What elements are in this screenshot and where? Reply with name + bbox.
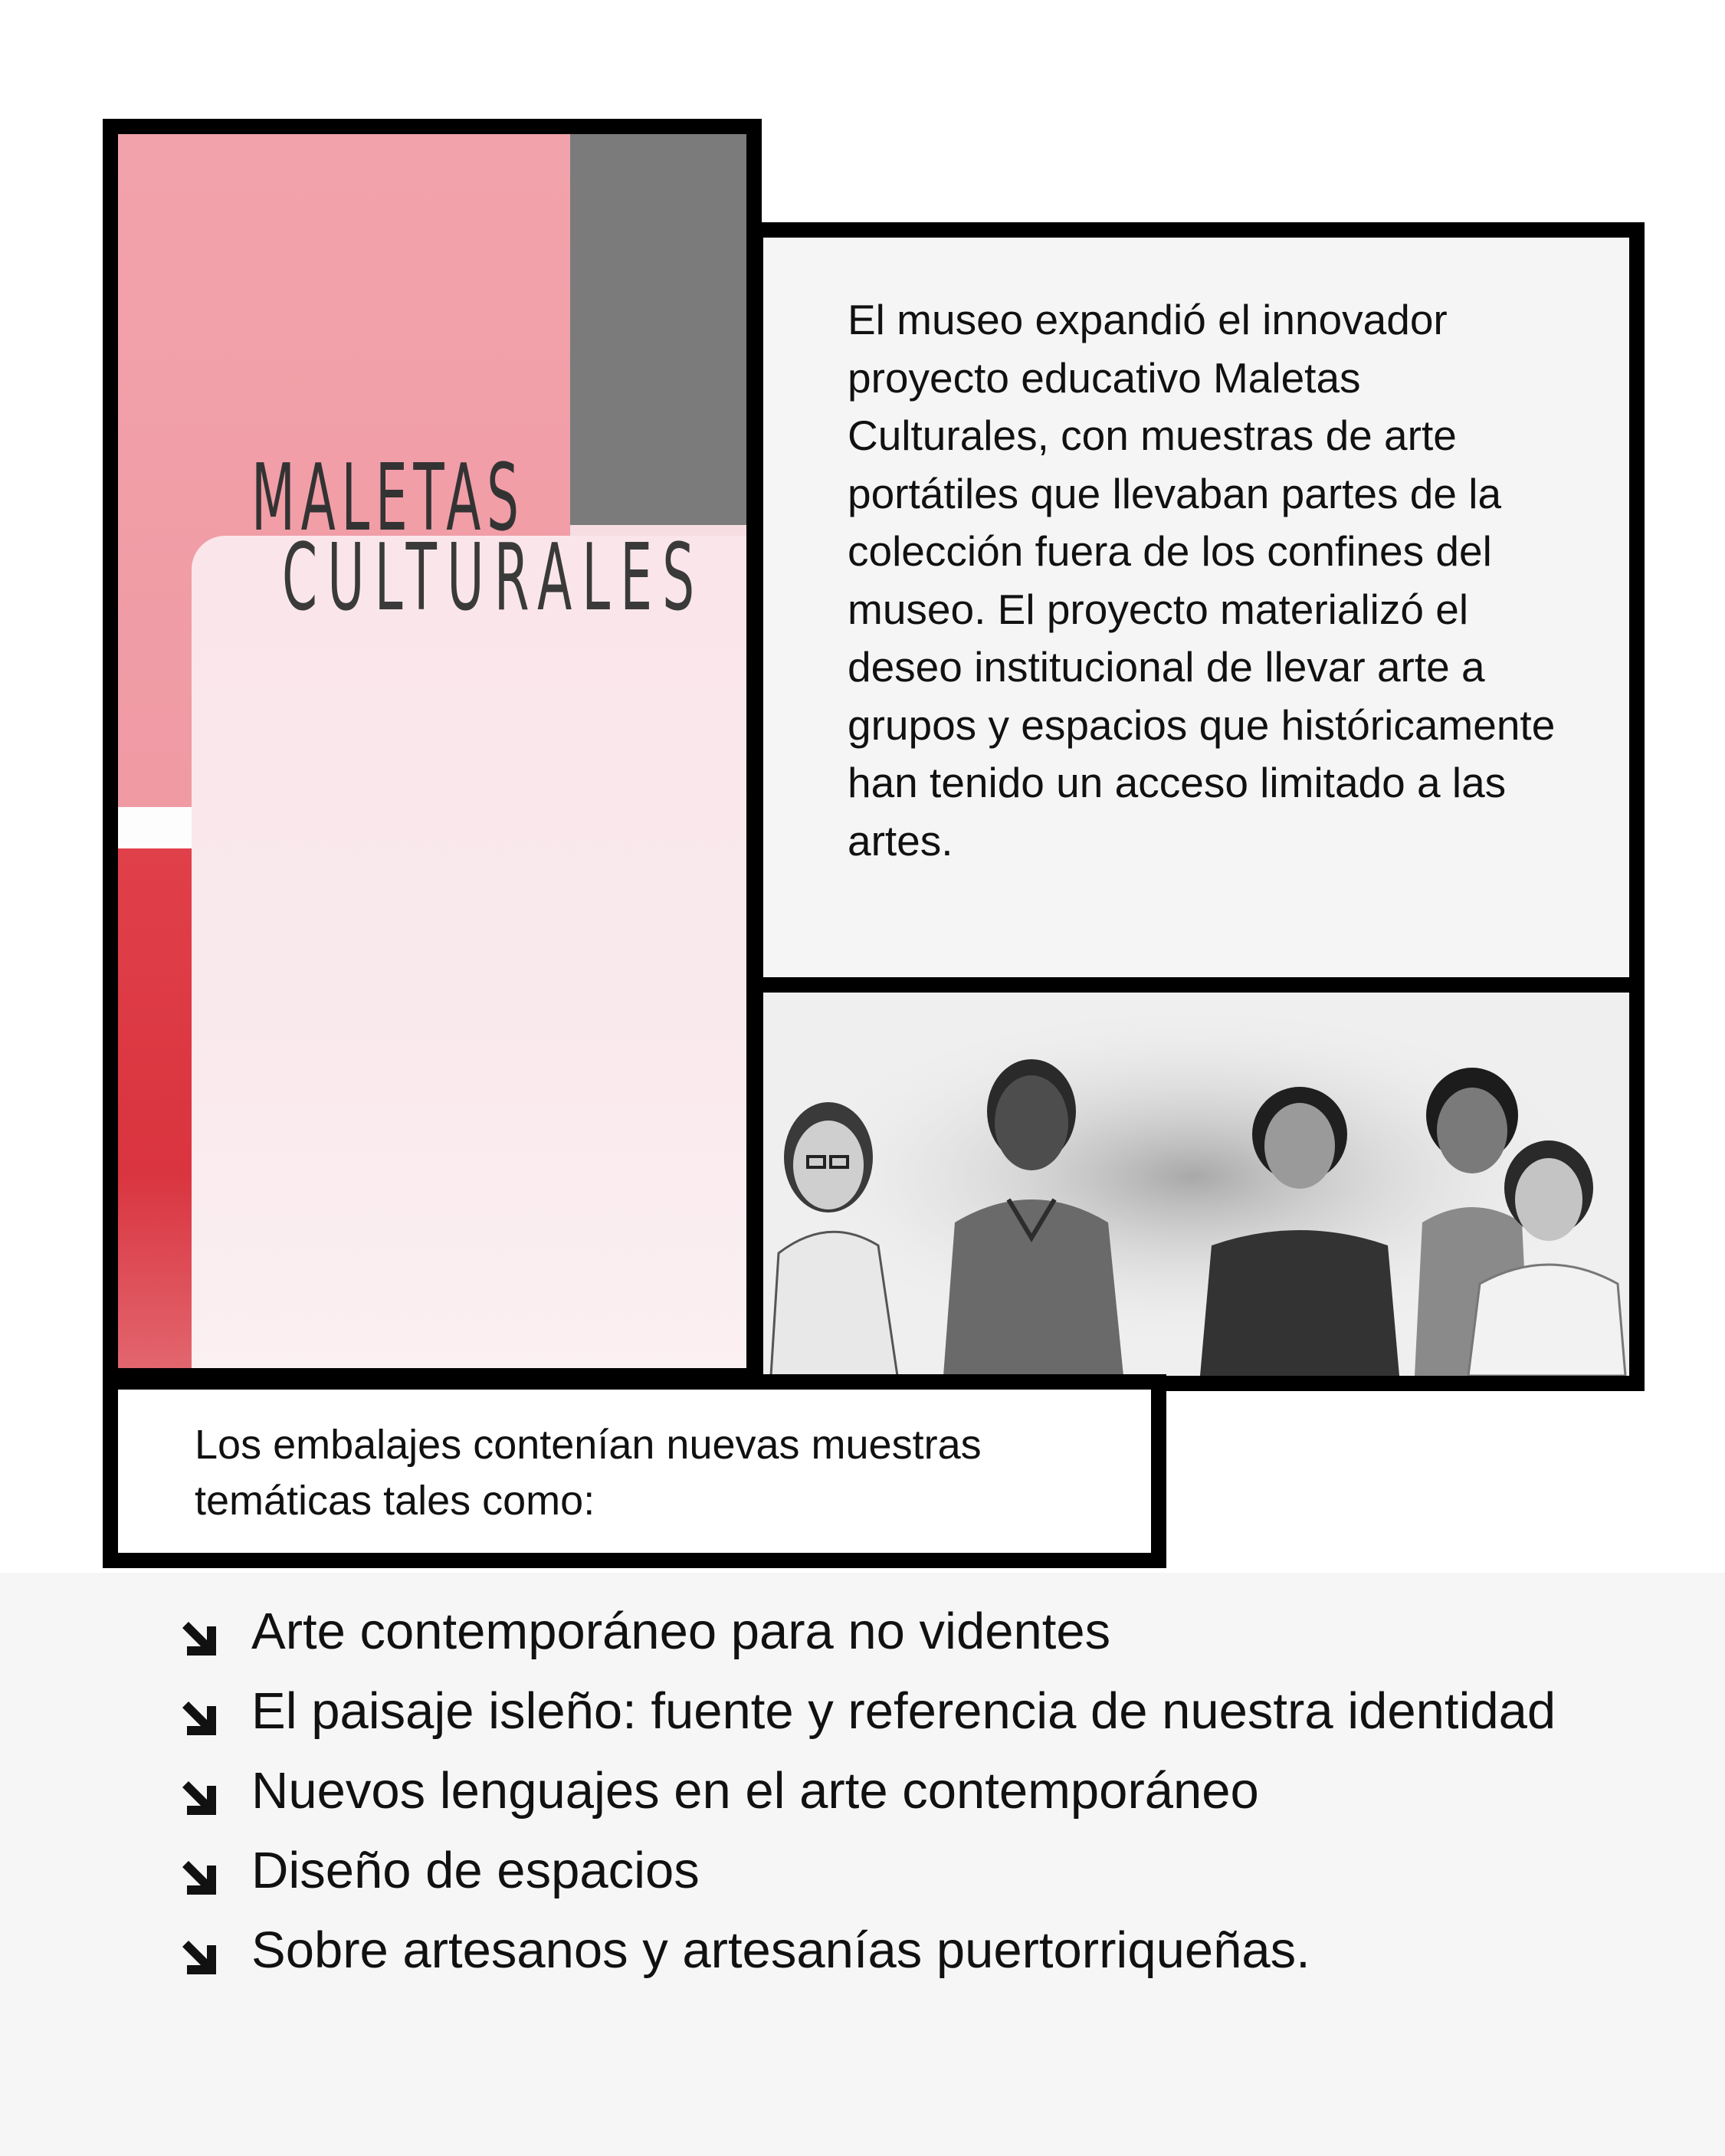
list-item — [178, 1679, 1634, 1744]
brochure-cover-image — [103, 119, 762, 1383]
list-item — [178, 1758, 1634, 1824]
list-item-text: Nuevos lenguajes en el arte contemporáneo — [251, 1762, 1259, 1820]
arrow-down-right-icon — [178, 1617, 221, 1660]
cover-title-line2: CULTURALES — [282, 525, 705, 632]
caption-box — [103, 1374, 1166, 1568]
caption-text: Los embalajes contenían nuevas muestras temáticas tales como: — [195, 1422, 982, 1524]
arrow-down-right-icon — [178, 1856, 221, 1899]
intro-text-box — [748, 222, 1645, 993]
arrow-down-right-icon — [178, 1936, 221, 1979]
list-item — [178, 1599, 1634, 1665]
group-photo-illustration — [763, 993, 1629, 1376]
list-item-text: El paisaje isleño: fuente y referencia de nuestra identidad — [251, 1682, 1556, 1740]
list-item — [178, 1918, 1634, 1984]
group-photo — [748, 977, 1645, 1391]
cover-title-line1: MALETAS — [251, 445, 525, 552]
arrow-down-right-icon — [178, 1697, 221, 1740]
list-item — [178, 1838, 1634, 1904]
list-item-text: Sobre artesanos y artesanías puertorriqueñas. — [251, 1921, 1310, 1979]
list-item-text: Arte contemporáneo para no videntes — [251, 1603, 1111, 1660]
themes-list — [178, 1599, 1634, 1997]
list-item-text: Diseño de espacios — [251, 1842, 700, 1899]
intro-paragraph: El museo expandió el innovador proyecto educativo Maletas Culturales, con muestras de arte portátiles que llevaban partes de la colección fuera de los confines del museo. El proyecto materializó el deseo institucional de llevar arte a grupos y espacios que históricamente han tenido un acceso limitado a las artes. — [848, 296, 1556, 865]
arrow-down-right-icon — [178, 1777, 221, 1820]
